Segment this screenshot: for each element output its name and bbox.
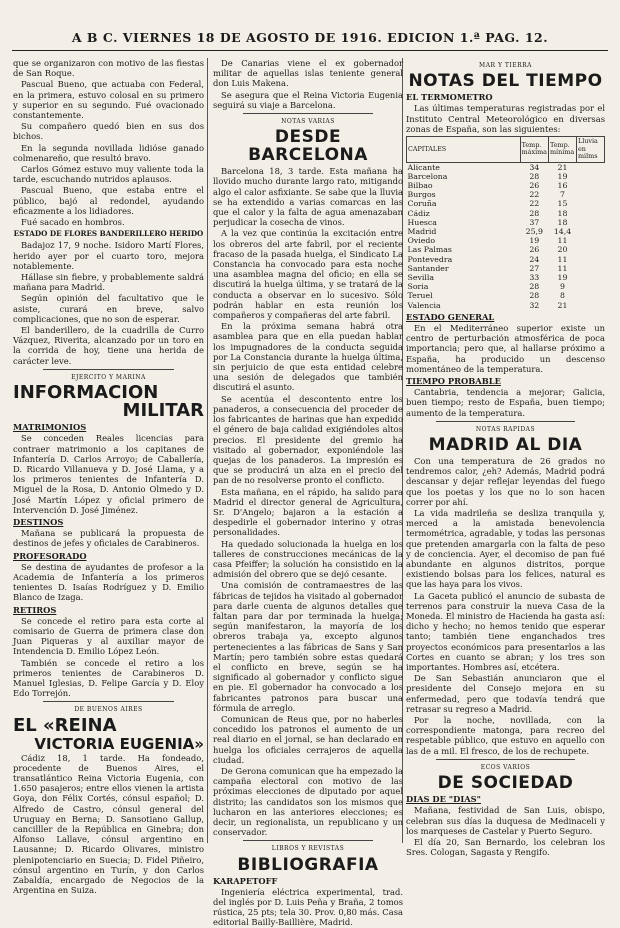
paragraph: También se concede el retiro a los primeros tenientes de Carabineros D. Manuel Iglesias, D. Felipe García y D. Eloy Edo Torrejón. — [13, 657, 204, 699]
table-cell-min: 19 — [557, 272, 568, 282]
paragraph: En la segunda novillada lidióse ganado colmenareño, que resultó bravo. — [13, 142, 204, 163]
table-cell-rain — [577, 181, 605, 190]
table-cell-max: 25,9 — [525, 226, 543, 236]
table-row — [407, 181, 605, 190]
table-row — [407, 162, 605, 172]
table-cell-min: 21 — [557, 162, 568, 172]
paragraph: Con una temperatura de 26 grados no tendremos calor, ¿eh? Además, Madrid podrá descansar y dejar reflejar leyendas del fuego que los poetas y los que no lo son hacen correr por ahí. — [406, 456, 605, 507]
table-cell-city: Valencia — [407, 300, 441, 310]
table-row — [407, 227, 605, 236]
table-row — [407, 301, 605, 310]
table-cell-city: Huesca — [407, 217, 437, 227]
divider — [43, 701, 174, 702]
table-row — [407, 273, 605, 282]
table-cell-city: Cádiz — [407, 208, 430, 218]
table-cell-min: 15 — [557, 199, 568, 209]
table-cell-min: 16 — [557, 180, 568, 190]
paragraph: Cantabria, tendencia a mejorar; Galicia, buen tiempo; resto de España, buen tiempo; aumento de la temperatura. — [406, 387, 605, 418]
table-row — [407, 264, 605, 273]
paragraph: que se organizaron con motivo de las fiestas de San Roque. — [13, 58, 204, 79]
paragraph: Se acentúa el descontento entre los panaderos, a consecuencia del proceder de los fabricantes de harinas que han expedido el género de baja calidad exigiéndoles altos precios. El presidente del gremio ha visitado al gobernador, exponiéndole las quejas de los panaderos. La impresión es que se producirá un alza en el precio del pan de no resolverse pronto el conflicto. — [213, 393, 403, 486]
paragraph: Las últimas temperaturas registradas por el Instituto Central Meteorológico en diversas zonas de España, son las siguientes: — [406, 103, 605, 134]
paragraph: En la próxima semana habrá otra asamblea para que en ella puedan hablar los impugnadores de la conducta seguida por La Constancia durante la huelga última, sin perjuicio de que esta entidad celebre una sesión de delegados que también discutirá el asunto. — [213, 321, 403, 393]
section-kicker: LIBROS Y REVISTAS — [271, 845, 345, 853]
table-cell-min: 18 — [557, 208, 568, 218]
table-cell-rain — [577, 282, 605, 291]
page-header: A B C. VIERNES 18 DE AGOSTO DE 1916. EDICION 1.ª PAG. 12. — [71, 30, 549, 45]
table-cell-rain — [577, 227, 605, 236]
table-cell-city: Santander — [407, 263, 449, 273]
table-cell-min: 8 — [560, 291, 565, 301]
table-cell-max: 28 — [529, 208, 540, 218]
table-cell-min: 14,4 — [553, 226, 572, 236]
paragraph: De Canarias viene el ex gobernador militar de aquellas islas teniente general don Luis Makena. — [213, 58, 403, 89]
column-2 — [213, 58, 403, 928]
section-heading: RETIROS — [13, 604, 57, 615]
table-cell-city: Las Palmas — [407, 245, 452, 255]
table-cell-max: 37 — [529, 217, 540, 227]
paragraph: De Gerona comunican que ha empezado la campaña electoral con motivo de las próximas elecciones de diputado por aquel distrito; las candidatos son los mismos que lucharon en las anteriores elecciones; es decir, un regionalista, un republicano y un conservador. — [213, 766, 403, 838]
table-cell-rain — [577, 209, 605, 218]
divider — [43, 369, 174, 370]
section-heading: KARAPETOFF — [213, 875, 278, 886]
section-kicker: NOTAS VARIAS — [281, 118, 335, 126]
paragraph: Ingeniería eléctrica experimental, trad. del inglés por D. Luis Peña y Braña, 2 tomos rústica, 25 pts; tela 30. Prov. 0,80 más. Casa editorial Bailly-Baillière, Madrid. — [213, 886, 403, 928]
table-header-rain: Lluvia en milms — [577, 137, 605, 163]
table-row — [407, 218, 605, 227]
table-cell-city: Pontevedra — [407, 254, 453, 264]
section-kicker: ECOS VARIOS — [480, 763, 531, 771]
section-heading: DIAS DE "DIAS" — [406, 794, 481, 805]
table-cell-min: 18 — [557, 217, 568, 227]
paragraph: Hállase sin fiebre, y probablemente saldrá mañana para Madrid. — [13, 272, 204, 293]
paragraph: Mañana, festividad de San Luis, obispo, celebran sus días la duquesa de Medinaceli y los marqueses de Castelar y Puerto Seguro. — [406, 805, 605, 836]
table-cell-min: 20 — [557, 245, 568, 255]
table-row — [407, 190, 605, 199]
table-cell-max: 24 — [529, 254, 540, 264]
table-cell-city: Madrid — [407, 226, 437, 236]
paragraph: Pascual Bueno, que actuaba con Federal, en la primera, estuvo colosal en su primero y superior en su segundo. Fué ovacionado constantemente. — [13, 79, 204, 121]
table-cell-rain — [577, 236, 605, 245]
table-cell-min: 7 — [560, 190, 565, 200]
subheading: ESTADO DE FLORES BANDERILLERO HERIDO — [13, 229, 204, 239]
table-cell-max: 26 — [529, 180, 540, 190]
paragraph: Esta mañana, en el rápido, ha salido para Madrid el director general de Agricultura, Sr. D'Angelo; bajaron a la estación a despedirle el gobernador interino y otras personalidades. — [213, 486, 403, 538]
paragraph: Por la noche, novillada, con la correspondiente matonga, para recreo del respetable público, que estuvo en aquello con las de a mil. El fresco, de los de rechupete. — [406, 715, 605, 756]
paragraph: Ha quedado solucionada la huelga en los talleres de construcciones mecánicas de la casa Pfeiffer; la solución ha consistido en la admisión del obrero que se dejó cesante. — [213, 538, 403, 580]
paragraph: De San Sebastián anunciaron que el presidente del Consejo mejora en su enfermedad, pero que todavía tendrá que retrasar su regreso a Madrid. — [406, 673, 605, 714]
headline: NOTAS DEL TIEMPO — [408, 71, 603, 92]
table-cell-min: 11 — [557, 236, 568, 246]
table-cell-city: Alicante — [407, 162, 440, 172]
headline-line-1: EL «REINA — [13, 714, 117, 736]
section-kicker: NOTAS RAPIDAS — [475, 425, 536, 433]
table-cell-rain — [577, 291, 605, 300]
paragraph: Pascual Bueno, que estaba entre el público, bajó al redondel, ayudando eficazmente a los lidiadores. — [13, 185, 204, 216]
paragraph: A la vez que continúa la excitación entre los obreros del arte fabril, por el reciente fracaso de la pasada huelga, el Sindicato La Constancia ha convocado para esta noche una asamblea magna del oficio; en ella se discutirá la huelga última, y se tratará de la conducta a observar en lo sucesivo. Sólo podrán hablar en esta reunión los compañeros y compañeras del arte fabril. — [213, 228, 403, 321]
headline: DE SOCIEDAD — [437, 773, 574, 794]
table-cell-rain — [577, 162, 605, 172]
table-cell-max: 33 — [529, 272, 540, 282]
table-cell-min: 19 — [557, 171, 568, 181]
section-heading: EL TERMOMETRO — [406, 92, 493, 103]
paragraph: La vida madrileña se desliza tranquila y, merced a la amistada benevolencia termométrica, agradable, y todas las personas que pretenden amargarla con la falta de peso y de conciencia. Ayer, el decomiso de pan fué abundante en algunos distritos, porque existiendo bolsas para los felices, natural es que las haya para los vivos. — [406, 508, 605, 590]
table-cell-max: 22 — [529, 190, 540, 200]
paragraph: Fué sacado en hombros. — [21, 217, 125, 228]
section-kicker: DE BUENOS AIRES — [74, 706, 143, 714]
paragraph: El banderillero, de la cuadrilla de Curro Vázquez, Riverita, alcanzado por un toro en la corrida de hoy, tiene una herida de carácter leve. — [13, 325, 204, 366]
table-cell-max: 22 — [529, 199, 540, 209]
paragraph: Barcelona 18, 3 tarde. Esta mañana ha llovido mucho durante largo rato, mitigando algo el calor asfixiante. Se sabe que la lluvia se ha extendido a varias comarcas en las que el calor y la falta de agua amenazaban perjudicar la cosecha de vinos. — [213, 166, 403, 228]
table-cell-max: 34 — [529, 162, 540, 172]
table-row — [407, 282, 605, 291]
headline-line-2: VICTORIA EUGENIA» — [34, 734, 204, 753]
table-header-max: Temp. máxima — [520, 137, 548, 163]
table-cell-rain — [577, 301, 605, 310]
table-row — [407, 255, 605, 264]
table-header-capitals: CAPITALES — [407, 137, 521, 163]
section-kicker: MAR Y TIERRA — [479, 62, 532, 69]
paragraph: Carlos Gómez estuvo muy valiente toda la tarde, escuchando nutridos aplausos. — [13, 164, 204, 185]
section-heading: DESTINOS — [13, 516, 64, 527]
table-cell-rain — [577, 273, 605, 282]
table-row — [407, 291, 605, 300]
table-cell-max: 19 — [529, 236, 540, 246]
headline-line-2: MILITAR — [122, 400, 204, 422]
headline-line-1: INFORMACION — [13, 382, 159, 404]
table-row — [407, 172, 605, 181]
table-cell-rain — [577, 218, 605, 227]
divider — [243, 113, 373, 114]
table-cell-city: Soria — [407, 282, 429, 292]
paragraph: Badajoz 17, 9 noche. Isidoro Martí Flores, herido ayer por el cuarto toro, mejora notablemente. — [13, 240, 204, 271]
table-cell-min: 11 — [557, 254, 568, 264]
table-row — [407, 199, 605, 208]
table-cell-min: 9 — [560, 282, 565, 292]
paragraph: La Gaceta publicó el anuncio de subasta de terrenos para construir la nueva Casa de la Moneda. El ministro de Hacienda ha gasta así: dicho y hecho; no hemos tenido que esperar tanto; también tiene enganchados tres proyectos económicos para presentarlos a las Cortes en cuanto se abran; y los tres son importantes. Hombres así, etcétera. — [406, 590, 605, 673]
table-cell-city: Teruel — [407, 291, 433, 301]
table-cell-city: Barcelona — [407, 171, 448, 181]
table-cell-max: 32 — [529, 300, 540, 310]
table-cell-rain — [577, 255, 605, 264]
table-cell-city: Coruña — [407, 199, 437, 209]
section-heading: TIEMPO PROBABLE — [406, 375, 501, 386]
divider — [243, 840, 373, 841]
headline: MADRID AL DIA — [428, 435, 583, 455]
table-cell-city: Burgos — [407, 190, 436, 200]
headline: BIBLIOGRAFIA — [237, 854, 379, 875]
paragraph: Mañana se publicará la propuesta de destinos de jefes y oficiales de Carabineros. — [13, 528, 204, 549]
table-cell-min: 11 — [557, 263, 568, 273]
section-heading: PROFESORADO — [13, 550, 87, 561]
table-cell-max: 26 — [529, 245, 540, 255]
header-rule — [12, 50, 608, 51]
temperature-table — [406, 136, 605, 310]
paragraph: Se concede el retiro para esta corte al comisario de Guerra de primera clase don Juan Piqueras y al auxiliar mayor de Intendencia D. Emilio López León. — [13, 615, 204, 657]
table-cell-min: 21 — [557, 300, 568, 310]
paragraph: El día 20, San Bernardo, los celebran los Sres. Cologan, Sagasta y Rengifo. — [406, 836, 605, 858]
table-cell-city: Oviedo — [407, 236, 436, 246]
table-header-min: Temp. mínima — [549, 137, 577, 163]
section-heading: ESTADO GENERAL — [406, 311, 495, 322]
section-kicker: EJERCITO Y MARINA — [71, 373, 146, 381]
paragraph: Se conceden Reales licencias para contraer matrimonio a los capitanes de Infantería D. Carlos Arroyo; de Caballería, D. Ricardo Villanueva y D. José Llama, y a los primeros tenientes de Infantería D. Miguel de la Rosa, D. Antonio Olmedo y D. José Martín López y oficial primero de Intervención D. José Jiménez. — [13, 433, 204, 515]
table-cell-city: Sevilla — [407, 272, 434, 282]
paragraph: Se destina de ayudantes de profesor a la Academia de Infantería a los primeros tenientes D. Isaías Rodríguez y D. Emilio Blanco de Izaga. — [13, 561, 204, 603]
column-1 — [13, 58, 204, 896]
divider — [436, 759, 575, 760]
table-cell-rain — [577, 172, 605, 181]
table-row — [407, 245, 605, 254]
table-cell-rain — [577, 199, 605, 208]
table-cell-rain — [577, 245, 605, 254]
table-row — [407, 209, 605, 218]
table-row — [407, 236, 605, 245]
table-cell-max: 28 — [529, 282, 540, 292]
paragraph: Comunican de Reus que, por no haberles concedido los patronos el aumento de un real diario en el jornal, se han declarado en huelga los oficiales cerrajeros de aquella ciudad. — [213, 713, 403, 765]
column-3 — [406, 58, 605, 858]
table-cell-city: Bilbao — [407, 180, 433, 190]
section-heading: MATRIMONIOS — [13, 422, 87, 433]
table-cell-max: 27 — [529, 263, 540, 273]
table-cell-rain — [577, 264, 605, 273]
paragraph: Se asegura que el Reina Victoria Eugenia seguirá su viaje a Barcelona. — [213, 89, 403, 110]
table-cell-rain — [577, 190, 605, 199]
paragraph: Cádiz 18, 1 tarde. Ha fondeado, procedente de Buenos Aires, el transatlántico Reina Victoria Eugenia, con 1.650 pasajeros; entre ellos vienen la artista Goya, don Félix Cortés, cónsul español; D. Alfredo de Castro, cónsul general del Uruguay en Berna; D. Sansotiano Gallup, cancilller de la República en Ginebra; don Alfonso Lallave, cónsul argentino en Lausanne; D. Ricardo Olivares, ministro plenipotenciario en Suecia; D. Fidel Piñeiro, cónsul argentino en Turín, y don Carlos Zabaldía, encargado de Negocios de la Argentina en Suiza. — [13, 752, 204, 896]
divider — [436, 421, 575, 422]
paragraph: Su compañero quedó bien en sus dos bichos. — [13, 121, 204, 142]
paragraph: Una comisión de contramaestres de las fábricas de tejidos ha visitado al gobernador para darle cuenta de algunos detalles que faltan para dar por terminada la huelga; según manifestaron, la mayoría de los obreros trabaja ya, excepto algunos pertenecientes a las fábricas de Sans y San Martín; pero también sobre estas quedará el conflicto en breve, según se ha significado al gobernador y conflicto sigue en pie. El gobernador ha convocado a los fabricantes patronos para buscar una fórmula de arreglo. — [213, 580, 403, 713]
paragraph: Según opinión del facultativo que le asiste, curará en breve, salvo complicaciones, que no son de esperar. — [13, 293, 204, 324]
table-cell-max: 28 — [529, 291, 540, 301]
paragraph: En el Mediterráneo superior existe un centro de perturbación atmosférica de poca importancia; pero que, al hallarse próximo a España, ha producido un descenso momentáneo de la temperatura. — [406, 322, 605, 374]
column-divider-1 — [207, 58, 208, 843]
headline: DESDE BARCELONA — [248, 127, 368, 166]
table-cell-max: 28 — [529, 171, 540, 181]
